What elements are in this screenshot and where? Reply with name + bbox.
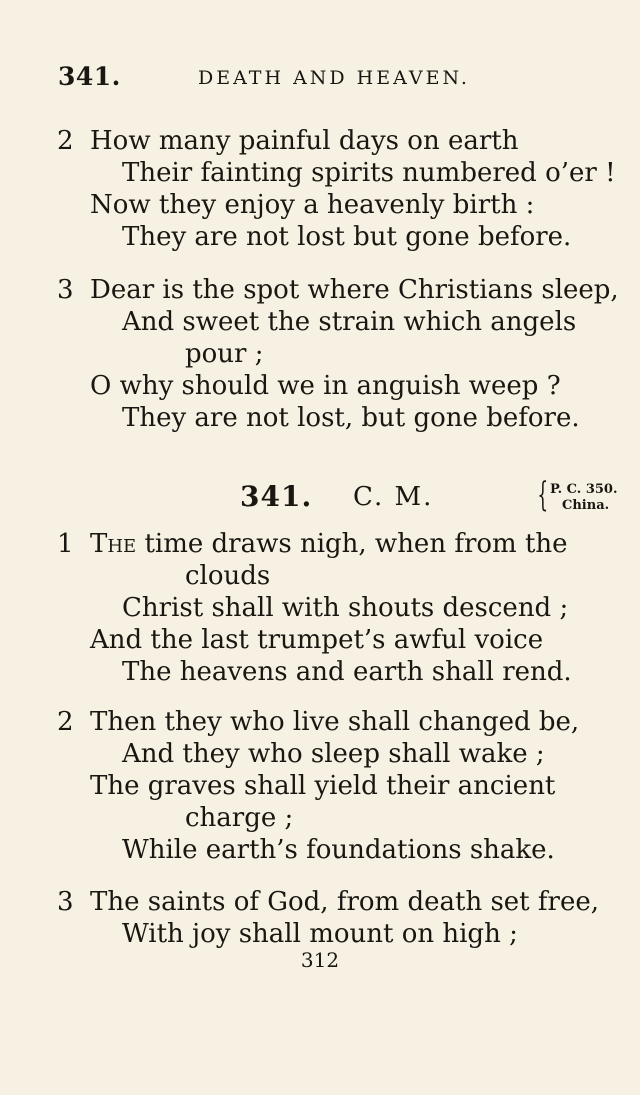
tune-info bbox=[550, 482, 618, 514]
verse-line: They are not lost but gone before. bbox=[122, 222, 572, 252]
brace-icon: { bbox=[537, 475, 549, 515]
verse-number: 1 bbox=[57, 529, 74, 559]
verse-line: And the last trumpet’s awful voice bbox=[90, 625, 544, 655]
verse-line: And sweet the strain which angels bbox=[122, 307, 577, 337]
verse-line: Now they enjoy a heavenly birth : bbox=[90, 190, 535, 220]
verse-line: And they who sleep shall wake ; bbox=[122, 739, 545, 769]
running-header bbox=[58, 62, 600, 96]
verse-line bbox=[90, 528, 568, 560]
verse-line: The heavens and earth shall rend. bbox=[122, 657, 572, 687]
first-word: The bbox=[90, 529, 137, 559]
verse-line: Christ shall with shouts descend ; bbox=[122, 593, 569, 623]
verse-number: 3 bbox=[57, 887, 74, 917]
page-number: 312 bbox=[300, 948, 340, 972]
hymn-number: 341. bbox=[240, 480, 313, 513]
tune-name: China. bbox=[562, 498, 610, 513]
verse-line: The saints of God, from death set free, bbox=[90, 887, 599, 917]
running-title: DEATH AND HEAVEN. bbox=[198, 67, 470, 89]
verse-line: Then they who live shall changed be, bbox=[90, 707, 580, 737]
verse-number: 3 bbox=[57, 275, 74, 305]
verse-line: With joy shall mount on high ; bbox=[122, 919, 518, 949]
verse-line: O why should we in anguish weep ? bbox=[90, 371, 561, 401]
verse-line: Their fainting spirits numbered o’er ! bbox=[122, 158, 616, 188]
tune-reference: P. C. 350. bbox=[550, 482, 618, 497]
verse-line: The graves shall yield their ancient bbox=[90, 771, 556, 801]
verse-line: Dear is the spot where Christians sleep, bbox=[90, 275, 619, 305]
verse-line: How many painful days on earth bbox=[90, 126, 519, 156]
verse-line: clouds bbox=[185, 561, 271, 591]
verse-line: charge ; bbox=[185, 803, 294, 833]
hymn-heading bbox=[240, 475, 630, 520]
verse-line: pour ; bbox=[185, 339, 264, 369]
line-text: time draws nigh, when from the bbox=[144, 529, 568, 559]
verse-number: 2 bbox=[57, 707, 74, 737]
hymn-meter: C. M. bbox=[353, 482, 434, 512]
verse-number: 2 bbox=[57, 126, 74, 156]
verse-line: While earth’s foundations shake. bbox=[122, 835, 555, 865]
verse-line: They are not lost, but gone before. bbox=[122, 403, 580, 433]
header-hymn-number: 341. bbox=[58, 62, 121, 91]
